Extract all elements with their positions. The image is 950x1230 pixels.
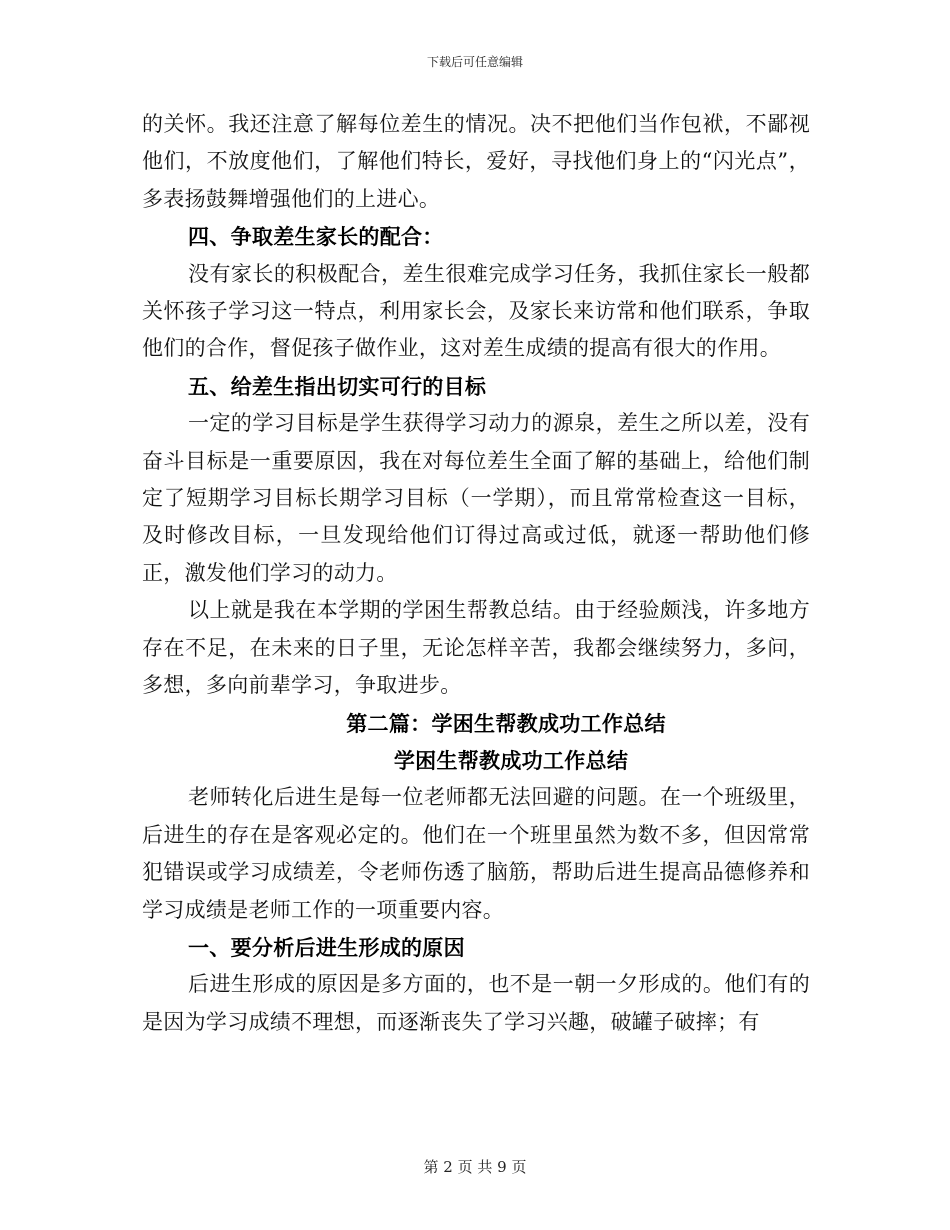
document-body bbox=[142, 106, 810, 1041]
document-title: 学困生帮教成功工作总结 bbox=[393, 747, 629, 773]
paragraph-summary: 以上就是我在本学期的学困生帮教总结。由于经验颇浅，许多地方存在不足，在未来的日子里，无论怎样辛苦，我都会继续努力，多问，多想，多向前辈学习，争取进步。 bbox=[142, 598, 810, 698]
chapter-title: 第二篇：学困生帮教成功工作总结 bbox=[346, 710, 666, 736]
section-heading-4: 四、争取差生家长的配合： bbox=[188, 224, 444, 250]
paragraph-goals: 一定的学习目标是学生获得学习动力的源泉，差生之所以差，没有奋斗目标是一重要原因，我在对每位差生全面了解的基础上，给他们制定了短期学习目标长期学习目标（一学期），而且常常检查这一目标，及时修改目标，一旦发现给他们订得过高或过低，就逐一帮助他们修正，激发他们学习的动力。 bbox=[142, 411, 810, 585]
page-footer: 第 2 页 共 9 页 bbox=[423, 1158, 527, 1176]
paragraph-causes: 后进生形成的原因是多方面的，也不是一朝一夕形成的。他们有的是因为学习成绩不理想，而逐渐丧失了学习兴趣，破罐子破摔；有 bbox=[142, 972, 810, 1034]
paragraph-continuation: 的关怀。我还注意了解每位差生的情况。决不把他们当作包袱，不鄙视他们，不放度他们，了解他们特长，爱好，寻找他们身上的“闪光点”，多表扬鼓舞增强他们的上进心。 bbox=[142, 112, 810, 211]
paragraph-parent-cooperation: 没有家长的积极配合，差生很难完成学习任务，我抓住家长一般都关怀孩子学习这一特点，利用家长会，及家长来访常和他们联系，争取他们的合作，督促孩子做作业，这对差生成绩的提高有很大的作用。 bbox=[142, 261, 810, 361]
paragraph-intro: 老师转化后进生是每一位老师都无法回避的问题。在一个班级里，后进生的存在是客观必定的。他们在一个班里虽然为数不多，但因常常犯错误或学习成绩差，令老师伤透了脑筋，帮助后进生提高品德修养和学习成绩是老师工作的一项重要内容。 bbox=[142, 785, 810, 922]
section-heading-5: 五、给差生指出切实可行的目标 bbox=[188, 373, 487, 399]
section-heading-1: 一、要分析后进生形成的原因 bbox=[188, 934, 465, 960]
page-header: 下载后可任意编辑 bbox=[426, 55, 523, 69]
